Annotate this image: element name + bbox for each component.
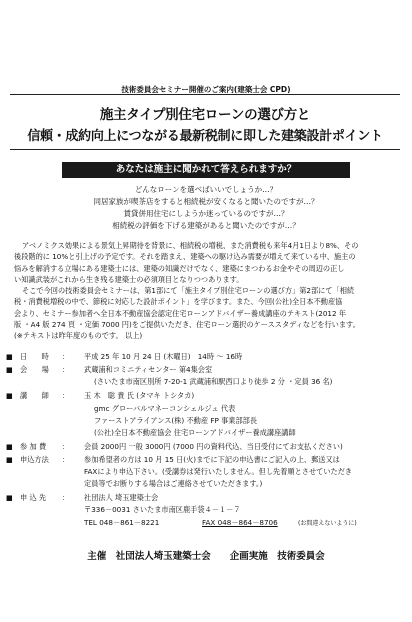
body-line: い知識武装がこれから生き残る建築士の必須項目となりつつあります。 — [14, 274, 244, 284]
date-label: 日 時 — [20, 352, 49, 361]
apply-to-label: 申 込 先 — [20, 493, 47, 502]
apply-to-address: 〒336－0031 さいたま市南区鹿手袋４－１－７ — [84, 505, 241, 514]
body-line: 税・消費税増税の中で、節税に対応した設計ポイント」を学びます。また、今回(公社)全日本不動産協 — [14, 297, 343, 307]
date-value: 平成 25 年 10 月 24 日 (木曜日) 14時 ～ 16時 — [84, 352, 243, 361]
body-line: アベノミクス効果による景気上昇期待を背景に、相続税の増税、また消費税も来年4月1日より8%、その — [22, 241, 359, 250]
application-text: 参加希望者の方は 10 月 15 日(火)までに下記の申込書にご記入の上、郵送又は — [84, 455, 340, 464]
lecturer-title: gmc グローバルマネーコンシェルジュ 代表 — [94, 404, 236, 413]
lecturer-title: ファーストアライアンス(株) 不動産 FP 事業部部長 — [94, 416, 258, 425]
title-line-1: 施主タイプ別住宅ローンの選び方と — [99, 107, 311, 123]
application-label: 申込方法 — [20, 455, 49, 464]
fee-value: 会員 2000円 一般 3000円 (7000 円の資料代込、当日受付にてお支払ください) — [84, 442, 343, 451]
fax-note: (お間違えないように) — [298, 520, 357, 527]
fee-label: 参 加 費 — [20, 442, 47, 451]
body-line: (※テキストは昨年度のものです。 以上) — [14, 331, 143, 341]
title-line-2: 信頼・成約向上につながる最新税制に即した建築設計ポイント — [27, 129, 383, 144]
intro-paragraph — [14, 240, 398, 342]
venue-address: (さいたま市南区別所 7-20-1 武蔵浦和駅西口より徒歩 2 分 ・定員 36 名) — [94, 377, 333, 386]
venue-value: 武蔵浦和コミニティセンター 第4集会室 — [84, 365, 213, 374]
organizer-footer: 主催 社団法人埼玉建築士会 企画実施 技術委員会 — [87, 551, 325, 562]
question-4: 相続税の評価を下げる建築があると聞いたのですが…？ — [112, 221, 300, 230]
body-line: 悩みを解消する立場にある建築士には、建築の知識だけでなく、建築にまつわるお金やその周辺の正し — [14, 263, 345, 273]
lecturer-label: 講 師 — [20, 391, 49, 400]
body-line: 版 ・A4 版 274 頁 ・定価 7000 円)をご提供いただき、住宅ローン選択のケーススタディなどを行います。 — [14, 320, 360, 330]
lecturer-name: 玉 木 聡 貴 氏 (タマキ トシタカ) — [84, 391, 195, 400]
venue-label: 会 場 — [20, 365, 49, 374]
apply-to-fax: FAX 048－864－8706 — [202, 518, 278, 527]
lecturer-title: (公社)全日本不動産協会 住宅ローンアドバイザー養成講座講師 — [94, 428, 296, 437]
apply-to-org: 社団法人 埼玉建築士会 — [84, 493, 159, 502]
question-3: 賃貸併用住宅にしようか迷っているのですが…？ — [123, 209, 289, 218]
body-line: 後段階的に 10%と引上げの予定です。それを踏まえ、建築への駆け込み需要が増えて来ている中、施主の — [14, 252, 356, 262]
question-1: どんなローンを選べばいいでしょうか…？ — [134, 185, 278, 194]
apply-to-tel: TEL 048－861－8221 — [84, 518, 160, 527]
seminar-flyer: 技術委員会セミナー開催のご案内(建築士会 CPD) 施主タイプ別住宅ローンの選び方と 信頼・成約向上につながる最新税制に即した建築設計ポイント あなたは施主に聞かれて答えられますか？ どんなローンを選べばいいでしょうか…？ 同居家族が喫茶店をすると相続税が安くなると聞いたのですが…？ 賃貸併用住宅にしようか迷っているのですが…？ 相続税の評価を下げる建築があると聞いたのですが…？ アベノミクス効果による景気上昇期待を背景に、相続税の増税、また消費税も来年4月1日より8%、その 後段階的に 10%と引上げの予定です。それを踏まえ、建築への駆け込み需要が増えて来ている中、施主の 悩みを解消する立場にある建築士には、建築の知識だけでなく、建築にまつわるお金やその周辺の正し い知識武装がこれから生き残る建築士の必須項目となりつつあります。 そこで今回の技術委員会セミナーは、第1部にて「施主タイプ別住宅ローンの選び方」第2部にて「相続 税・消費税増税の中で、節税に対応した設計ポイント」を学びます。また、今回(公社)全日本不動産協 会より、セミナー参加者へ全日本不動産協会認定住宅ローンアドバイザー養成講座のテキスト(2012 年 版 ・A4 版 274 頁 ・定価 7000 円)をご提供いただき、住宅ローン選択のケーススタディなどを行います。 (※テキストは昨年度のものです。 以上) ■ 日 時 ： 平成 25 年 10 月 24 日 (木曜日) 14時 ～ 16時 ■ 会 場 ： 武蔵浦和コミニティセンター 第4集会室 (さいたま市南区別所 7-20-1 武蔵浦和駅西口より徒歩 2 分 ・定員 36 名) ■ 講 師 ： 玉 木 聡 貴 氏 (タマキ トシタカ) gmc グローバルマネーコンシェルジュ 代表 ファーストアライアンス(株) 不動産 FP 事業部部長 (公社)全日本不動産協会 住宅ローンアドバイザー養成講座講師 ■ 参 加 費 ： 会員 2000円 一般 3000円 (7000 円の資料代込、当日受付にてお支払ください) ■ 申込方法 ： 参加希望者の方は 10 月 15 日(火)までに下記の申込書にご記入の上、郵送又は FAXにより申込下さい。(受講券は発行いたしません。但し先着順とさせていただき 定員等でお断りする場合はご連絡させていただきます。) ■ 申 込 先 ： 社団法人 埼玉建築士会 〒336－0031 さいたま市南区鹿手袋４－１－７ TEL 048－861－8221 FAX 048－864－8706 (お間違えないように) 主催 社団法人埼玉建築士会 企画実施 技術委員会 — [0, 0, 412, 622]
body-line: 会より、セミナー参加者へ全日本不動産協会認定住宅ローンアドバイザー養成講座のテキスト(2012 年 — [14, 308, 347, 318]
body-line: そこで今回の技術委員会セミナーは、第1部にて「施主タイプ別住宅ローンの選び方」第2部にて「相続 — [22, 286, 355, 296]
pre-title: 技術委員会セミナー開催のご案内(建築士会 CPD) — [121, 85, 291, 94]
question-2: 同居家族が喫茶店をすると相続税が安くなると聞いたのですが…？ — [93, 197, 319, 206]
title-box — [10, 94, 400, 150]
question-banner: あなたは施主に聞かれて答えられますか？ — [62, 162, 350, 178]
application-text: FAXにより申込下さい。(受講券は発行いたしません。但し先着順とさせていただき — [84, 467, 353, 476]
application-text: 定員等でお断りする場合はご連絡させていただきます。) — [84, 479, 263, 488]
